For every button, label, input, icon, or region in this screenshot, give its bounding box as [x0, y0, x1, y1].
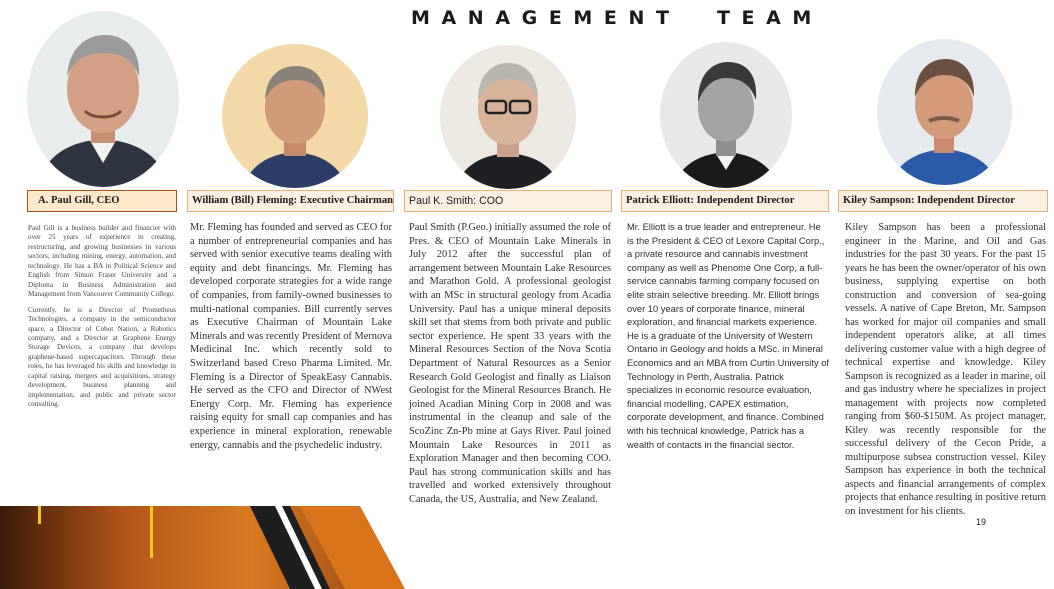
footer-decoration — [0, 506, 420, 589]
photo-paul-gill — [27, 11, 179, 187]
page-title: MANAGEMENT TEAM — [411, 7, 823, 29]
headshot-portrait-icon — [222, 44, 368, 188]
name-label-paul-smith: Paul K. Smith: COO — [404, 190, 612, 212]
bio-paul-smith — [409, 221, 611, 506]
bio-paragraph: Paul Smith (P.Geo.) initially assumed the role of Pres. & CEO of Mountain Lake Minerals in July 2012 after the successful plan of arrangement between Mountain Lake Resources and Marathon Gold. A professional geologist with an MSc in structural geology from Acadia University. Paul has a unique mineral deposits skill set that stems from both private and public sector experience. He spent 33 years with the Mineral Resources Section of the Nova Scotia Department of Natural Resources as a Senior Research Gold Geologist and finally as Liaison Geologist for the Mineral Resources Branch. He joined Acadian Mining Corp in 2008 and was instrumental in the cleanup and sale of the ScoZinc Zn-Pb mine at Gays River. Paul joined Mountain Lake Resources in 2011 as Exploration Manager and then becoming COO. Paul has strong communication skills and has travelled and worked extensively throughout Canada, the US, Australia, and New Zealand. — [409, 222, 611, 505]
headshot-portrait-icon — [660, 42, 792, 188]
bio-patrick-elliott — [627, 221, 830, 452]
name-label-bill-fleming: William (Bill) Fleming: Executive Chairman — [187, 190, 394, 212]
bio-bill-fleming — [190, 221, 392, 452]
name-label-patrick-elliott: Patrick Elliott: Independent Director — [621, 190, 829, 212]
name-label-paul-gill: A. Paul Gill, CEO — [27, 190, 177, 212]
headshot-portrait-icon — [877, 39, 1012, 185]
photo-paul-smith — [440, 45, 576, 189]
bio-paragraph: Currently, he is a Director of Prometheus Technologies, a company in the semiconductor space, a Director of Cobot Nation, a Robotics company, and a Director at Graphene Energy Storage Devices, a company that develops graphene-based supercapacitors. Through these roles, he has leveraged his skills and knowledge in capital raising, mergers and acquisitions, strategy development, business planning and implementation, and public and private sector consulting. — [28, 305, 176, 409]
photo-patrick-elliott — [660, 42, 792, 188]
page-number: 19 — [976, 517, 987, 527]
photo-kiley-sampson — [877, 39, 1012, 185]
photo-bill-fleming — [222, 44, 368, 188]
headshot-portrait-icon — [27, 11, 179, 187]
bio-paragraph: Mr. Fleming has founded and served as CEO for a number of entrepreneurial companies and has served with senior executive teams dealing with equity and debt financings. Mr. Fleming has developed corporate strategies for a wide range of companies, from family-owned businesses to multi-national companies. Bill currently serves as Executive Chairman of Mountain Lake Minerals and was recently President of Mernova Medicinal Inc. which recently sold to Switzerland based Creso Pharma Limited. Mr. Fleming is a Director of SpeakEasy Cannabis. He served as the CFO and Director of NWest Energy Corp. Mr. Fleming has experience raising equity for small cap companies and has experience in mineral exploration, renewable energy, cannabis and the psychedelic industry. — [190, 222, 392, 451]
bio-paul-gill — [28, 224, 176, 410]
bio-paragraph: Mr. Elliott is a true leader and entrepreneur. He is the President & CEO of Lexore Capital Corp., a private resource and cannabis investment company as well as Phenome One Corp, a full-service cannabis farming company focused on elite strain selective breeding. Mr. Elliott brings over 10 years of corporate finance, mineral exploration, and financial markets experience. He is a graduate of the University of Western Ontario in Geology and holds a MSc. in Mineral Economics and an MBA from Curtin University of Technology in Perth, Australia. Patrick specializes in economic resource evaluation, financial modelling, CAPEX estimation, corporate development, and finance. Combined with his technical knowledge, Patrick has a wealth of contacts in the financial sector. — [627, 222, 830, 450]
bio-paragraph: Paul Gill is a business builder and financier with over 25 years of experience in creating, restructuring, and growing businesses in various sectors, including mining, energy, automation, and technology. He has a BA in Political Science and English from Simon Fraser University and a Diploma in Business Administration and Management from Vancouver Community College. — [28, 224, 176, 299]
bio-kiley-sampson — [845, 221, 1046, 518]
headshot-portrait-icon — [440, 45, 576, 189]
bio-paragraph: Kiley Sampson has been a professional engineer in the Marine, and Oil and Gas industries for the past 30 years. For the past 15 years he has been the owner/operator of his own business, supplying expertise on both construction and conversion of sea-going vessels. A native of Cape Breton, Mr. Sampson has worked for major oil companies and small independent operators alike, at all times delivering customer value with a high degree of technical expertise and knowledge. Kiley Sampson is recognized as a leader in marine, oil and gas industry where he specializes in project management with projects now completed ranging from $60-$150M. As project manager, Kiley was recently responsible for the successful delivery of the Cecon Pride, a multipurpose subsea construction vessel. Kiley Sampson has experience in both the technical aspects and financial arrangements of complex projects that enhance resulting in positive return on investment for his clients. — [845, 222, 1046, 517]
name-label-kiley-sampson: Kiley Sampson: Independent Director — [838, 190, 1048, 212]
